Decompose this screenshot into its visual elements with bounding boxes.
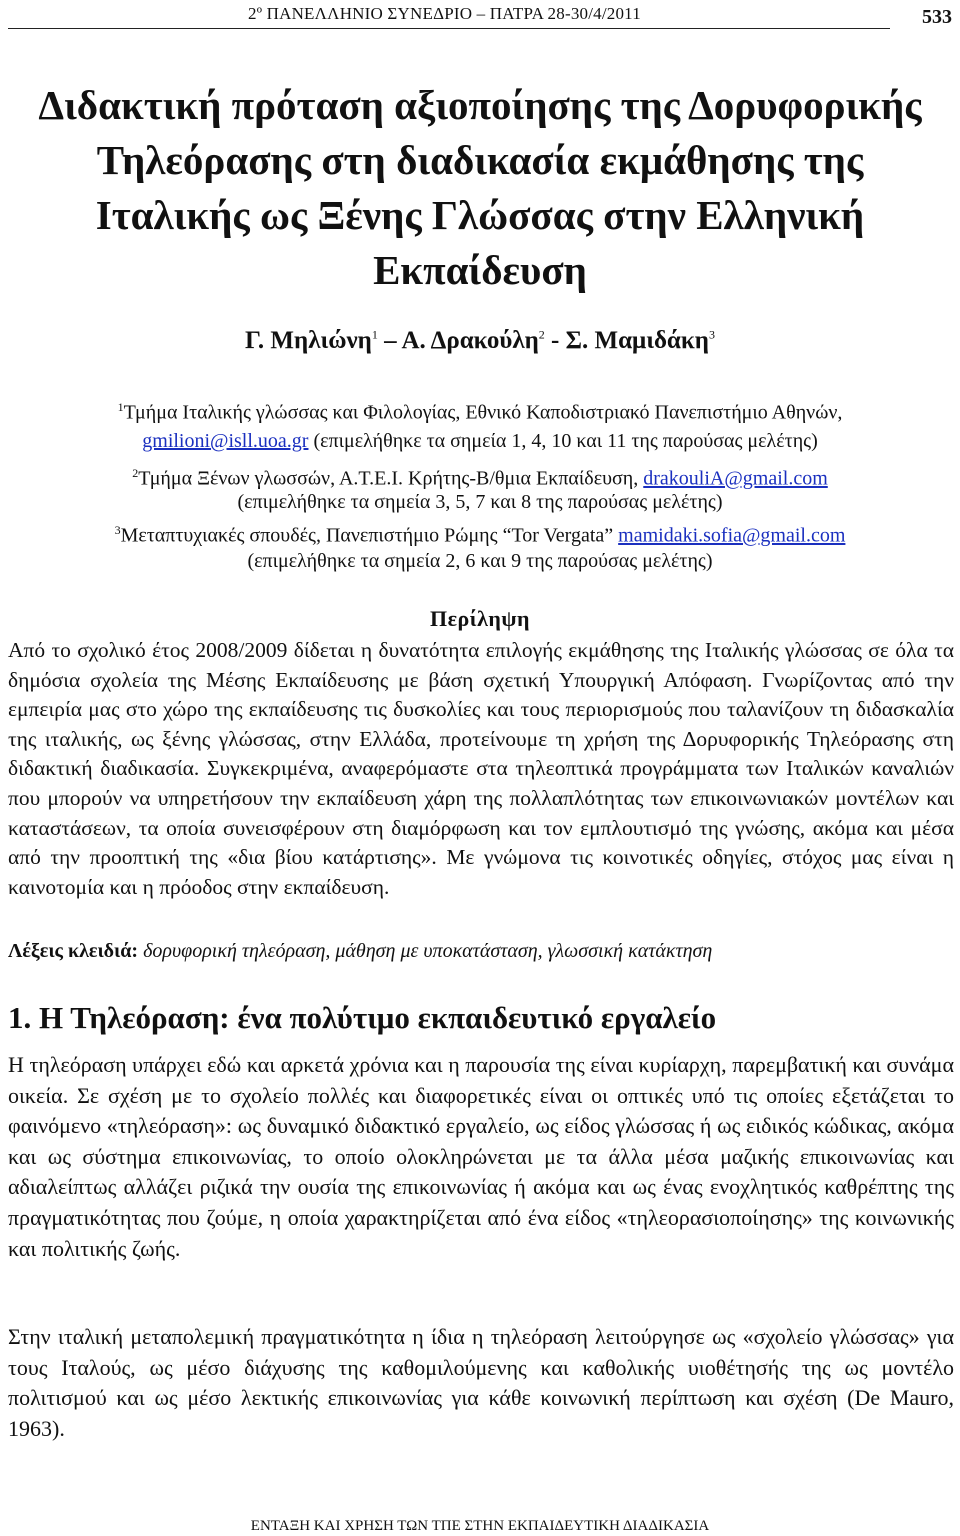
keywords-value: δορυφορική τηλεόραση, μάθηση με υποκατάσταση, γλωσσική κατάκτηση <box>138 940 713 962</box>
affiliation-2 <box>0 460 960 492</box>
email-link[interactable]: gmilioni@isll.uoa.gr <box>142 430 309 452</box>
affiliation-3 <box>0 517 960 549</box>
affiliation-1-contact <box>0 428 960 454</box>
affiliation-text: Μεταπτυχιακές σπουδές, Πανεπιστήμιο Ρώμης “Tor Vergata” <box>120 524 619 547</box>
affiliation-superscript: 3 <box>114 523 121 537</box>
keywords <box>8 940 954 963</box>
author-superscript: 2 <box>538 327 545 342</box>
affiliation-3-note: (επιμελήθηκε τα σημεία 2, 6 και 9 της παρούσας μελέτης) <box>247 550 713 572</box>
title-line: Εκπαίδευση <box>373 247 587 293</box>
author-name: Γ. Μηλιώνη <box>245 327 372 354</box>
affiliation-superscript: 1 <box>117 400 124 414</box>
header-rule <box>8 28 890 29</box>
abstract-heading: Περίληψη <box>429 606 531 631</box>
author-superscript: 1 <box>371 327 378 342</box>
affiliation-2-note: (επιμελήθηκε τα σημεία 3, 5, 7 και 8 της παρούσας μελέτης) <box>237 491 723 513</box>
title-line: Ιταλικής ως Ξένης Γλώσσας στην Ελληνική <box>95 192 865 238</box>
title-line: Διδακτική πρόταση αξιοποίησης της Δορυφορικής <box>38 82 922 128</box>
affiliation-superscript: 2 <box>132 466 139 480</box>
running-foot: ΕΝΤΑΞΗ ΚΑΙ ΧΡΗΣΗ ΤΩΝ ΤΠΕ ΣΤΗΝ ΕΚΠΑΙΔΕΥΤΙΚΗ ΔΙΑΔΙΚΑΣΙΑ <box>250 1518 710 1534</box>
body-paragraph: Η τηλεόραση υπάρχει εδώ και αρκετά χρόνια και η παρουσία της είναι κυρίαρχη, παρεμβατική και συνάμα οικεία. Σε σχέση με το σχολείο πολλές και διαφορετικές είναι οι οπτικές υπό τις οποίες εξετάζεται το φαινόμενο «τηλεόραση»: ως δυναμικό διδακτικό εργαλείο, ως είδος γλώσσας ή ως ειδικός κώδικας, ακόμα και ως σύστημα επικοινωνίας, το οποίο ολοκληρώνεται με τα άλλα μέσα μαζικής επικοινωνίας και αδιαλείπτως αλλάζει ριζικά την ουσία της επικοινωνίας ή ακόμα και ως ένας ενοχλητικός καθρέπτης της πραγματικότητας που ζούμε, η οποία χαρακτηρίζεται από ένα είδος «τηλεορασιοποίησης» της κοινωνικής και πολιτικής ζωής. <box>8 1052 954 1261</box>
running-head: 2º ΠΑΝΕΛΛΗΝΙΟ ΣΥΝΕΔΡΙΟ – ΠΑΤΡΑ 28-30/4/2011 <box>248 4 641 23</box>
affiliation-text: Τμήμα Ιταλικής γλώσσας και Φιλολογίας, Εθνικό Καποδιστριακό Πανεπιστήμιο Αθηνών, <box>123 401 843 424</box>
author-list <box>0 327 960 355</box>
title-line: Τηλεόρασης στη διαδικασία εκμάθησης της <box>96 137 864 183</box>
keywords-label: Λέξεις κλειδιά: <box>8 940 139 962</box>
author-separator: – <box>377 327 402 354</box>
paper-title <box>0 78 960 298</box>
email-link[interactable]: mamidaki.sofia@gmail.com <box>618 524 846 547</box>
section-heading: 1. Η Τηλεόραση: ένα πολύτιμο εκπαιδευτικό εργαλείο <box>8 1000 717 1035</box>
author-name: Α. Δρακούλη <box>401 327 539 354</box>
author-separator: - <box>544 327 566 354</box>
author-name: Σ. Μαμιδάκη <box>565 327 709 354</box>
page-number: 533 <box>922 6 952 28</box>
author-superscript: 3 <box>708 327 715 342</box>
abstract-text: Από το σχολικό έτος 2008/2009 δίδεται η δυνατότητα επιλογής εκμάθησης της Ιταλικής γλώσσας σε όλα τα δημόσια σχολεία της Μέσης Εκπαίδευσης με βάση σχετική Υπουργική Απόφαση. Γνωρίζοντας από την εμπειρία μας στο χώρο της εκπαίδευσης τις δυσκολίες και τους περιορισμούς που ταλανίζουν τη διδασκαλία της ιταλικής, ως ξένης γλώσσας, στην Ελλάδα, προτείνουμε τη χρήση της Δορυφορικής Τηλεόρασης στη διδακτική διαδικασία. Συγκεκριμένα, αναφερόμαστε στα τηλεοπτικά προγράμματα των Ιταλικών καναλιών που μπορούν να υπηρετήσουν την εκπαίδευση χάρη της πολλαπλότητας των επικοινωνιακών μοντέλων και καταστάσεων, τα οποία συνεισφέρουν στη διαμόρφωση και τον εμπλουτισμό της γνώσης, ακόμα και μέσα από την προοπτική της «δια βίου κατάρτισης». Με γνώμονα τις κοινοτικές οδηγίες, στόχος μας είναι η καινοτομία και η πρόοδος στην εκπαίδευση. <box>8 638 954 899</box>
affiliation-1 <box>0 394 960 426</box>
affiliation-note: (επιμελήθηκε τα σημεία 1, 4, 10 και 11 της παρούσας μελέτης) <box>308 430 818 452</box>
email-link[interactable]: drakouliA@gmail.com <box>643 467 828 490</box>
affiliation-text: Τμήμα Ξένων γλωσσών, Α.Τ.Ε.Ι. Κρήτης-Β/θμια Εκπαίδευση, <box>138 467 644 490</box>
body-paragraph: Στην ιταλική μεταπολεμική πραγματικότητα η ίδια η τηλεόραση λειτούργησε ως «σχολείο γλώσσας» για τους Ιταλούς, ως μέσο διάχυσης της καθομιλούμενης και καθολικής υιοθέτησής της ως μοντέλο πολιτισμού και ως μέσο λεκτικής επικοινωνίας για κάθε κοινωνική περίπτωση και σχέση (De Mauro, 1963). <box>8 1324 954 1441</box>
